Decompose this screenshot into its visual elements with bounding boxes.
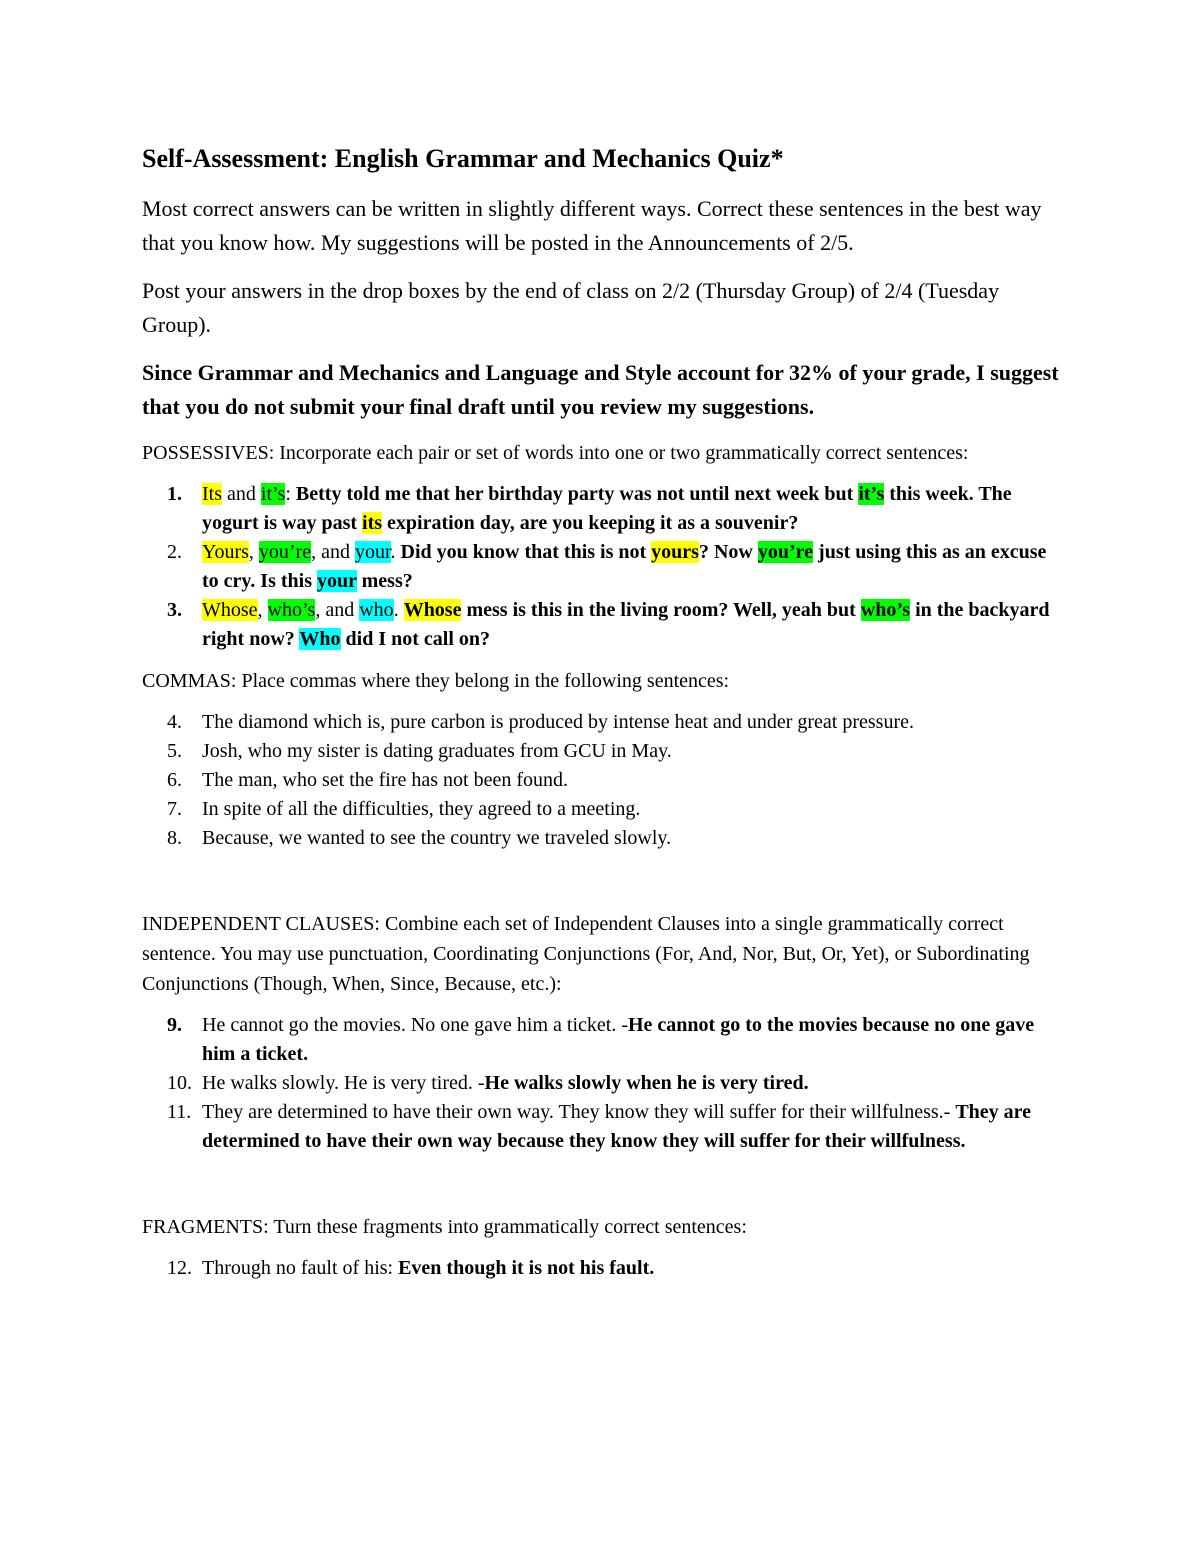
possessives-heading: POSSESSIVES: Incorporate each pair or set of words into one or two grammatically correct sentences:: [142, 442, 969, 464]
clauses-list: [142, 1011, 1062, 1156]
fragments-heading: FRAGMENTS: Turn these fragments into grammatically correct sentences:: [142, 1216, 747, 1238]
list-item: 1. Its and it’s: Betty told me that her birthday party was not until next week but it’s this week. The yogurt is way past its expiration day, are you keeping it as a souvenir?: [142, 480, 1062, 538]
item-number: 11.: [167, 1101, 192, 1123]
item-number: 9.: [167, 1014, 182, 1036]
item-number: 5.: [167, 740, 182, 762]
fragments-list: [142, 1254, 1062, 1283]
item-number: 7.: [167, 798, 182, 820]
list-item: [142, 1069, 1062, 1098]
possessives-list: [142, 480, 1062, 654]
question-text: He cannot go the movies. No one gave him a ticket. -: [202, 1014, 628, 1036]
item-number: 12.: [167, 1257, 192, 1279]
list-item: [142, 1011, 1062, 1069]
intro-paragraph-2: Post your answers in the drop boxes by the end of class on 2/2 (Thursday Group) of 2/4 (Tuesday Group).: [142, 278, 1000, 337]
item-number: 8.: [167, 827, 182, 849]
highlight-word: you’re: [258, 541, 312, 563]
highlight-word: who’s: [267, 599, 316, 621]
list-item: 2. Yours, you’re, and your. Did you know that this is not yours? Now you’re just using this as an excuse to cry. Is this your mess?: [142, 538, 1062, 596]
question-text: Through no fault of his:: [202, 1257, 399, 1279]
highlight-word: who: [359, 599, 394, 621]
answer-text: He cannot go to the movies because no one gave him a ticket.: [202, 1014, 1035, 1065]
document-page: [142, 140, 1062, 1295]
list-item: 8. Because, we wanted to see the country we traveled slowly.: [142, 824, 1062, 853]
clauses-heading: INDEPENDENT CLAUSES: Combine each set of Independent Clauses into a single grammatically correct sentence. You may use punctuation, Coordinating Conjunctions (For, And, Nor, But, Or, Yet), or Subordinating Conjunctions (Though, When, Since, Because, etc.):: [142, 913, 1030, 995]
answer-text: They are determined to have their own way because they know they will suffer for their willfulness.: [202, 1101, 1032, 1152]
list-item: [142, 1098, 1062, 1156]
answer-text: Did you know that this is not yours? Now you’re just using this as an excuse to cry. Is this your mess?: [202, 541, 1047, 592]
answer-text: Even though it is not his fault.: [398, 1257, 655, 1279]
highlight-word: Whose: [202, 599, 258, 621]
answer-text: Betty told me that her birthday party was not until next week but it’s this week. The yogurt is way past its expiration day, are you keeping it as a souvenir?: [202, 483, 1012, 534]
intro-paragraph-3: Since Grammar and Mechanics and Language and Style account for 32% of your grade, I suggest that you do not submit your final draft until you review my suggestions.: [142, 360, 1059, 419]
item-number: 4.: [167, 711, 182, 733]
answer-text: Whose mess is this in the living room? Well, yeah but who’s in the backyard right now? Who did I not call on?: [202, 599, 1050, 650]
highlight-word: it’s: [260, 483, 286, 505]
list-item: 5. Josh, who my sister is dating graduates from GCU in May.: [142, 737, 1062, 766]
highlight-word: Yours: [202, 541, 249, 563]
spacer: [142, 865, 1062, 897]
item-number: 2.: [167, 541, 182, 563]
item-number: 10.: [167, 1072, 192, 1094]
question-text: They are determined to have their own way. They know they will suffer for their willfulness.-: [202, 1101, 956, 1123]
list-item: 4. The diamond which is, pure carbon is produced by intense heat and under great pressure.: [142, 708, 1062, 737]
answer-text: He walks slowly when he is very tired.: [484, 1072, 809, 1094]
highlight-word: your: [354, 541, 391, 563]
item-number: 1.: [167, 483, 182, 505]
list-item: 6. The man, who set the fire has not been found.: [142, 766, 1062, 795]
item-number: 6.: [167, 769, 182, 791]
list-item: [142, 1254, 1062, 1283]
item-number: 3.: [167, 599, 182, 621]
spacer: [142, 1168, 1062, 1200]
list-item: 7. In spite of all the difficulties, they agreed to a meeting.: [142, 795, 1062, 824]
question-text: He walks slowly. He is very tired. -: [202, 1072, 485, 1094]
list-item: 3. Whose, who’s, and who. Whose mess is this in the living room? Well, yeah but who’s in the backyard right now? Who did I not call on?: [142, 596, 1062, 654]
intro-paragraph-1: Most correct answers can be written in slightly different ways. Correct these sentences in the best way that you know how. My suggestions will be posted in the Announcements of 2/5.: [142, 196, 1042, 255]
page-title: Self-Assessment: English Grammar and Mechanics Quiz*: [142, 144, 784, 173]
commas-heading: COMMAS: Place commas where they belong in the following sentences:: [142, 670, 730, 692]
commas-list: [142, 708, 1062, 853]
highlight-word: Its: [202, 483, 222, 505]
